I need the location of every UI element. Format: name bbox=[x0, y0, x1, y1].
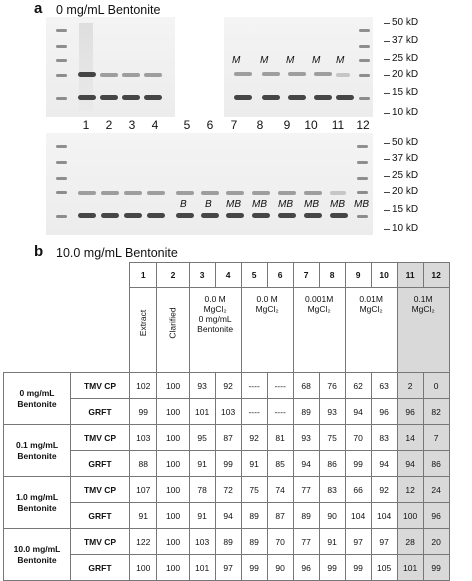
lane-number-5: 5 bbox=[183, 118, 191, 132]
top-right-label-4: M bbox=[312, 55, 321, 66]
kd-top-25: 25 kD bbox=[392, 53, 419, 64]
bottom-label-6: B bbox=[205, 199, 212, 210]
table-cell: 76 bbox=[319, 373, 345, 399]
table-cell: 91 bbox=[189, 451, 215, 477]
table-cell: 94 bbox=[215, 503, 241, 529]
protein-label: TMV CP bbox=[71, 529, 130, 555]
group-label-line: Bentonite bbox=[17, 502, 57, 513]
panel-a-subtitle: 0 mg/mL Bentonite bbox=[56, 3, 161, 17]
col-number: 8 bbox=[319, 263, 345, 288]
table-cell: 94 bbox=[371, 451, 397, 477]
table-cell: 104 bbox=[371, 503, 397, 529]
table-row bbox=[4, 451, 450, 477]
table-cell: 63 bbox=[371, 373, 397, 399]
group-label-line: 0.1 mg/mL bbox=[15, 439, 59, 450]
table-cell: 94 bbox=[293, 451, 319, 477]
table-cell: 100 bbox=[157, 555, 189, 581]
table-cell: 93 bbox=[293, 425, 319, 451]
col-number: 4 bbox=[215, 263, 241, 288]
bottom-label-9: MB bbox=[278, 199, 293, 210]
table-cell: 100 bbox=[130, 555, 157, 581]
col-number: 7 bbox=[293, 263, 319, 288]
table-cell: 92 bbox=[241, 425, 267, 451]
top-right-label-3: M bbox=[286, 55, 295, 66]
top-right-label-2: M bbox=[260, 55, 269, 66]
top-right-label-1: M bbox=[232, 55, 241, 66]
col-number: 9 bbox=[345, 263, 371, 288]
kd-bottom-37: 37 kD bbox=[392, 153, 419, 164]
kd-top-37: 37 kD bbox=[392, 35, 419, 46]
table-cell: 66 bbox=[345, 477, 371, 503]
table-cell: 101 bbox=[189, 555, 215, 581]
table-cell: 89 bbox=[241, 503, 267, 529]
condition-line: MgCl₂ bbox=[307, 304, 331, 314]
table-cell: 122 bbox=[130, 529, 157, 555]
table-cell: 72 bbox=[215, 477, 241, 503]
table-cell: 100 bbox=[157, 503, 189, 529]
lane-number-12: 12 bbox=[356, 118, 370, 132]
table-cell: 90 bbox=[267, 555, 293, 581]
lane-number-9: 9 bbox=[283, 118, 291, 132]
table-cell: 86 bbox=[319, 451, 345, 477]
group-label bbox=[4, 425, 71, 477]
table-cell: 89 bbox=[293, 399, 319, 425]
group-label-line: Bentonite bbox=[17, 450, 57, 461]
condition-clarified bbox=[157, 288, 189, 373]
table-cell: 99 bbox=[345, 451, 371, 477]
lane-number-11: 11 bbox=[331, 118, 345, 132]
col-number: 2 bbox=[157, 263, 189, 288]
bottom-label-8: MB bbox=[252, 199, 267, 210]
table-cell: 28 bbox=[397, 529, 423, 555]
condition-line: MgCl₂ bbox=[411, 304, 435, 314]
table-cell: 93 bbox=[189, 373, 215, 399]
table-row bbox=[4, 399, 450, 425]
condition-line: 0.01M bbox=[359, 294, 383, 304]
table-cell: 94 bbox=[397, 451, 423, 477]
table-cell: 92 bbox=[371, 477, 397, 503]
panel-b-subtitle: 10.0 mg/mL Bentonite bbox=[56, 246, 178, 260]
protein-label: GRFT bbox=[71, 399, 130, 425]
table-cell: 82 bbox=[423, 399, 449, 425]
protein-label: TMV CP bbox=[71, 477, 130, 503]
table-cell: 20 bbox=[423, 529, 449, 555]
table-cell: 100 bbox=[157, 425, 189, 451]
bottom-label-12: MB bbox=[354, 199, 369, 210]
lane-number-10: 10 bbox=[304, 118, 318, 132]
table-cell: 88 bbox=[130, 451, 157, 477]
table-cell: 93 bbox=[319, 399, 345, 425]
table-row bbox=[4, 555, 450, 581]
table-cell: 24 bbox=[423, 477, 449, 503]
col-number: 6 bbox=[267, 263, 293, 288]
lane-number-8: 8 bbox=[256, 118, 264, 132]
table-cell: 100 bbox=[157, 477, 189, 503]
gel-top-left bbox=[46, 17, 175, 117]
group-label-line: Bentonite bbox=[17, 554, 57, 565]
table-cell: 85 bbox=[267, 451, 293, 477]
table-cell: ---- bbox=[267, 373, 293, 399]
group-label-line: 10.0 mg/mL bbox=[13, 543, 61, 554]
table-cell: 97 bbox=[345, 529, 371, 555]
results-table bbox=[3, 262, 450, 581]
table-cell: 105 bbox=[371, 555, 397, 581]
table-cell: 0 bbox=[423, 373, 449, 399]
table-cell: 70 bbox=[267, 529, 293, 555]
table-cell: 99 bbox=[215, 451, 241, 477]
table-cell: 100 bbox=[157, 529, 189, 555]
table-cell: 83 bbox=[371, 425, 397, 451]
table-cell: ---- bbox=[241, 399, 267, 425]
protein-label: GRFT bbox=[71, 451, 130, 477]
bottom-label-10: MB bbox=[304, 199, 319, 210]
table-cell: 94 bbox=[345, 399, 371, 425]
condition-001m bbox=[345, 288, 397, 373]
table-cell: 101 bbox=[397, 555, 423, 581]
table-cell: 102 bbox=[130, 373, 157, 399]
protein-label: TMV CP bbox=[71, 425, 130, 451]
table-cell: 97 bbox=[371, 529, 397, 555]
table-cell: 107 bbox=[130, 477, 157, 503]
group-label bbox=[4, 477, 71, 529]
condition-line: 0.0 M bbox=[256, 294, 278, 304]
condition-line: 0 mg/mL bbox=[198, 314, 232, 324]
group-label bbox=[4, 373, 71, 425]
protein-label: TMV CP bbox=[71, 373, 130, 399]
condition-line: 0.0 M bbox=[204, 294, 226, 304]
condition-01m bbox=[397, 288, 449, 373]
table-cell: 86 bbox=[423, 451, 449, 477]
group-label-line: 0 mg/mL bbox=[19, 387, 55, 398]
group-label-line: 1.0 mg/mL bbox=[15, 491, 59, 502]
table-cell: ---- bbox=[241, 373, 267, 399]
condition-line: MgCl₂ bbox=[255, 304, 279, 314]
column-number-row bbox=[4, 263, 450, 288]
kd-bottom-10: 10 kD bbox=[392, 223, 419, 234]
group-label-line: Bentonite bbox=[17, 398, 57, 409]
protein-label: GRFT bbox=[71, 555, 130, 581]
condition-line: 0.1M bbox=[413, 294, 433, 304]
bottom-label-7: MB bbox=[226, 199, 241, 210]
kd-top-50: 50 kD bbox=[392, 17, 419, 28]
table-cell: 14 bbox=[397, 425, 423, 451]
condition-extract bbox=[130, 288, 157, 373]
kd-bottom-15: 15 kD bbox=[392, 204, 419, 215]
table-cell: 96 bbox=[371, 399, 397, 425]
table-cell: 77 bbox=[293, 529, 319, 555]
table-cell: 70 bbox=[345, 425, 371, 451]
table-cell: 81 bbox=[267, 425, 293, 451]
condition-0m bbox=[241, 288, 293, 373]
table-cell: 74 bbox=[267, 477, 293, 503]
condition-line: Bentonite bbox=[197, 324, 234, 334]
condition-line: 0.001M bbox=[304, 294, 334, 304]
group-label bbox=[4, 529, 71, 581]
table-cell: 7 bbox=[423, 425, 449, 451]
bottom-label-5: B bbox=[180, 199, 187, 210]
condition-line: MgCl₂ bbox=[359, 304, 383, 314]
table-cell: 96 bbox=[293, 555, 319, 581]
table-cell: 96 bbox=[423, 503, 449, 529]
table-body bbox=[4, 373, 450, 581]
kd-top-10: 10 kD bbox=[392, 107, 419, 118]
table-cell: 68 bbox=[293, 373, 319, 399]
bottom-label-11: MB bbox=[330, 199, 345, 210]
col-number: 10 bbox=[371, 263, 397, 288]
kd-top-20: 20 kD bbox=[392, 69, 419, 80]
kd-bottom-20: 20 kD bbox=[392, 186, 419, 197]
condition-extract-text: Extract bbox=[138, 309, 149, 337]
table-cell: 104 bbox=[345, 503, 371, 529]
col-number: 1 bbox=[130, 263, 157, 288]
table-row bbox=[4, 425, 450, 451]
col-number: 11 bbox=[397, 263, 423, 288]
col-number: 3 bbox=[189, 263, 215, 288]
table-cell: 100 bbox=[157, 399, 189, 425]
col-number: 5 bbox=[241, 263, 267, 288]
table-cell: 75 bbox=[241, 477, 267, 503]
table-cell: 95 bbox=[189, 425, 215, 451]
gel-top-right bbox=[224, 17, 373, 117]
table-cell: 91 bbox=[189, 503, 215, 529]
lane-number-1: 1 bbox=[82, 118, 90, 132]
table-cell: 100 bbox=[157, 451, 189, 477]
table-cell: 75 bbox=[319, 425, 345, 451]
table-cell: 89 bbox=[241, 529, 267, 555]
table-cell: 103 bbox=[215, 399, 241, 425]
col-number: 12 bbox=[423, 263, 449, 288]
table-row bbox=[4, 503, 450, 529]
table-cell: 91 bbox=[130, 503, 157, 529]
lane-number-4: 4 bbox=[151, 118, 159, 132]
panel-b-letter: b bbox=[34, 243, 44, 260]
kd-bottom-50: 50 kD bbox=[392, 137, 419, 148]
table-cell: 103 bbox=[189, 529, 215, 555]
table-cell: 89 bbox=[215, 529, 241, 555]
table-cell: 100 bbox=[157, 373, 189, 399]
condition-0m-0mg bbox=[189, 288, 241, 373]
table-cell: 96 bbox=[397, 399, 423, 425]
table-cell: 87 bbox=[267, 503, 293, 529]
table-cell: 87 bbox=[215, 425, 241, 451]
table-cell: 78 bbox=[189, 477, 215, 503]
table-cell: 99 bbox=[345, 555, 371, 581]
table-cell: 101 bbox=[189, 399, 215, 425]
table-cell: 99 bbox=[241, 555, 267, 581]
protein-label: GRFT bbox=[71, 503, 130, 529]
lane-number-7: 7 bbox=[230, 118, 238, 132]
table-row bbox=[4, 477, 450, 503]
table-cell: 62 bbox=[345, 373, 371, 399]
table-cell: 99 bbox=[423, 555, 449, 581]
condition-row bbox=[4, 288, 450, 373]
table-cell: 99 bbox=[319, 555, 345, 581]
lane-number-6: 6 bbox=[206, 118, 214, 132]
table-row bbox=[4, 529, 450, 555]
table-cell: 91 bbox=[319, 529, 345, 555]
table-cell: 92 bbox=[215, 373, 241, 399]
table-cell: 12 bbox=[397, 477, 423, 503]
table-cell: 89 bbox=[293, 503, 319, 529]
table-row bbox=[4, 373, 450, 399]
lane-number-2: 2 bbox=[105, 118, 113, 132]
table-cell: 91 bbox=[241, 451, 267, 477]
kd-bottom-25: 25 kD bbox=[392, 170, 419, 181]
table-cell: ---- bbox=[267, 399, 293, 425]
condition-line: MgCl₂ bbox=[203, 304, 227, 314]
table-cell: 83 bbox=[319, 477, 345, 503]
lane-number-3: 3 bbox=[128, 118, 136, 132]
table-cell: 97 bbox=[215, 555, 241, 581]
kd-top-15: 15 kD bbox=[392, 87, 419, 98]
panel-a-letter: a bbox=[34, 0, 43, 17]
table-cell: 77 bbox=[293, 477, 319, 503]
table-cell: 99 bbox=[130, 399, 157, 425]
gel-bottom bbox=[46, 133, 373, 235]
table-cell: 100 bbox=[397, 503, 423, 529]
condition-clarified-text: Clarified bbox=[168, 307, 179, 339]
table-cell: 2 bbox=[397, 373, 423, 399]
table-cell: 103 bbox=[130, 425, 157, 451]
table-cell: 90 bbox=[319, 503, 345, 529]
top-right-label-5: M bbox=[336, 55, 345, 66]
condition-0001m bbox=[293, 288, 345, 373]
